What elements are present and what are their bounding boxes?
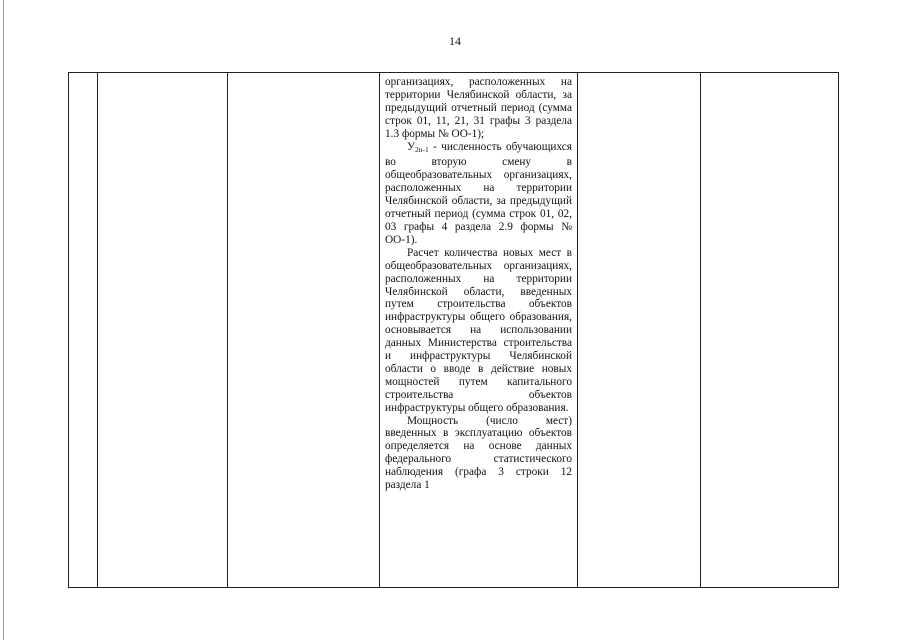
table-cell-unit <box>228 73 380 588</box>
table-cell-source <box>578 73 701 588</box>
methodology-paragraph-2 <box>385 141 572 247</box>
formula-symbol-subscript: 2n-1 <box>415 144 429 154</box>
table-row <box>69 73 839 588</box>
formula-symbol: У <box>407 140 415 153</box>
table-cell-number <box>69 73 98 588</box>
methodology-table <box>68 72 839 588</box>
table-cell-responsible <box>701 73 839 588</box>
formula-symbol-definition: - численность обучающихся во вторую смену в общеобразовательных организациях, расположенных на территории Челябинской области, за предыдущий отчетный период (сумма строк 01, 02, 03 графы 4 раздела 2.9 формы № ОО-1). <box>385 140 572 246</box>
table-cell-indicator <box>98 73 228 588</box>
methodology-paragraph-3: Расчет количества новых мест в общеобразовательных организациях, расположенных на территории Челябинской области, введенных путем строительства объектов инфраструктуры общего образования, основывается на использовании данных Министерства строительства и инфраструктуры Челябинской области о вводе в действие новых мощностей путем капитального строительства объектов инфраструктуры общего образования. <box>385 246 572 414</box>
page-left-edge <box>3 0 4 640</box>
page-number: 14 <box>449 34 461 48</box>
methodology-paragraph-4: Мощность (число мест) введенных в эксплуатацию объектов определяется на основе данных федерального статистического наблюдения (графа 3 строки 12 раздела 1 <box>385 414 572 492</box>
table-cell-methodology <box>380 73 578 588</box>
methodology-paragraph-1: организациях, расположенных на территории Челябинской области, за предыдущий отчетный период (сумма строк 01, 11, 21, 31 графы 3 раздела 1.3 формы № ОО-1); <box>385 76 572 140</box>
